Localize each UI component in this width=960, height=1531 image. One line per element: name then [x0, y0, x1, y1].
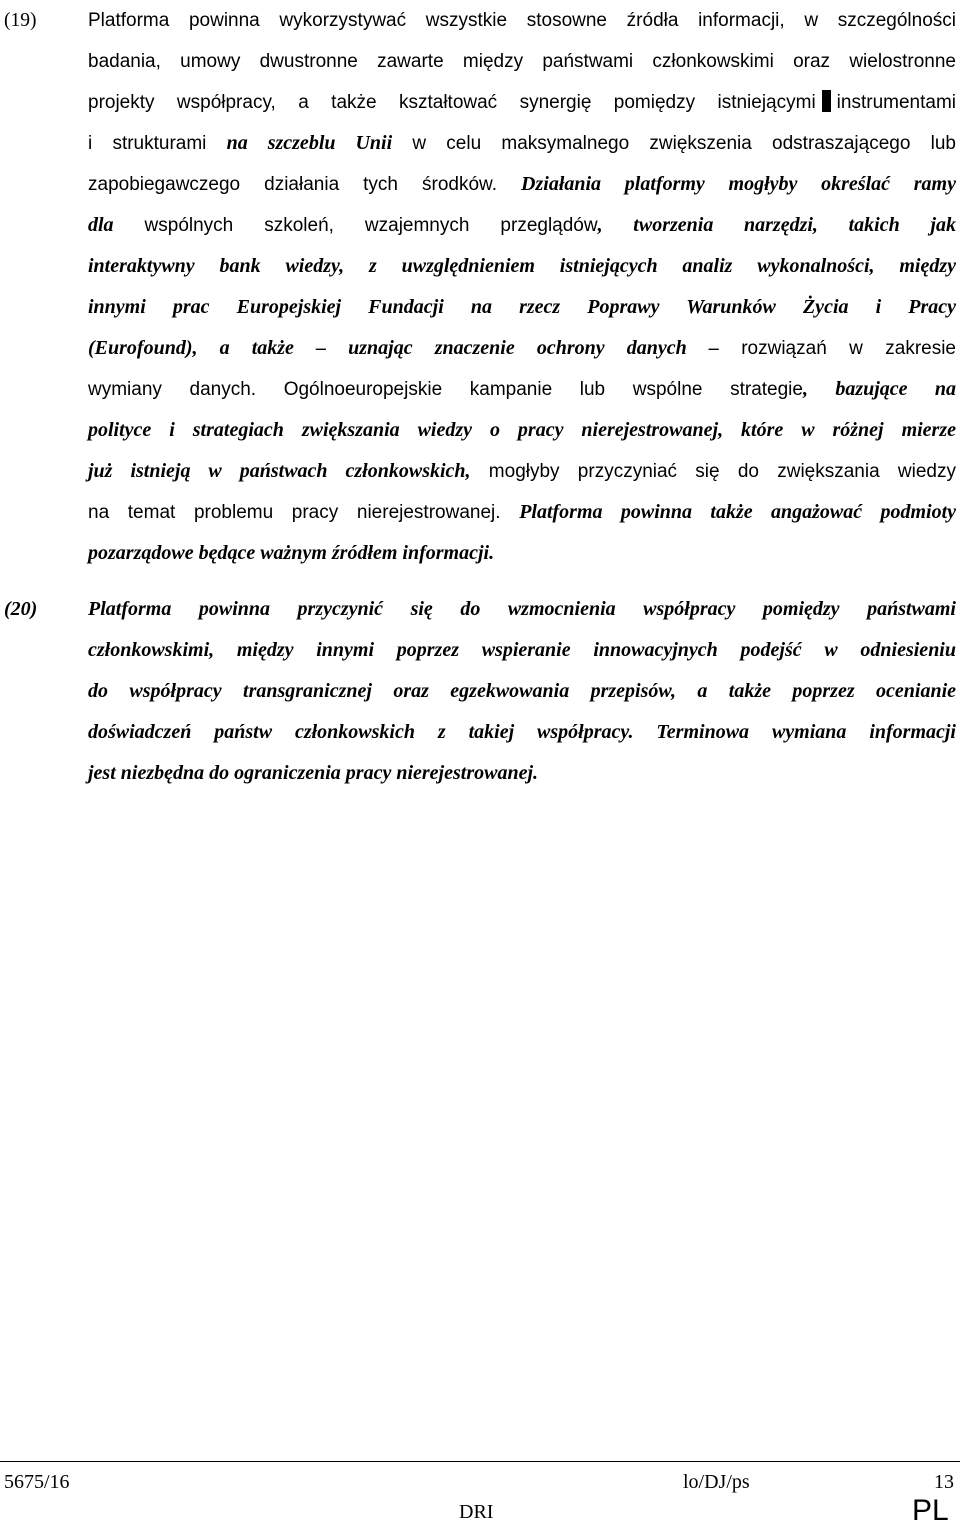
- text-segment: zapobiegawczego działania tych środków.: [88, 174, 522, 195]
- paragraph-number: (19): [4, 10, 37, 31]
- text-line: [88, 671, 956, 712]
- footer-author-code: lo/DJ/ps: [683, 1471, 750, 1493]
- footer-document-reference: 5675/16: [4, 1471, 70, 1493]
- emphasized-text: doświadczeń państw członkowskich z takiej współpracy. Terminowa wymiana informacji: [88, 721, 956, 743]
- paragraph-number: (20): [4, 598, 38, 620]
- text-segment: instrumentami: [836, 92, 956, 113]
- paragraph-19-text: [88, 0, 956, 574]
- text-line: [88, 287, 956, 328]
- text-segment: mogłyby przyczyniać się do zwiększania wiedzy: [470, 461, 956, 482]
- emphasized-text: Platforma powinna także angażować podmioty: [519, 501, 957, 523]
- text-line: [88, 369, 956, 410]
- text-segment: wymiany danych. Ogólnoeuropejskie kampanie lub wspólne strategie: [88, 379, 803, 400]
- text-line: [88, 164, 956, 205]
- text-line: [88, 82, 956, 123]
- text-line: [88, 712, 956, 753]
- emphasized-text: na szczeblu Unii: [226, 132, 393, 154]
- emphasized-text: do współpracy transgranicznej oraz egzekwowania przepisów, a także poprzez ocenianie: [88, 680, 956, 702]
- emphasized-text: , bazujące na: [802, 378, 956, 400]
- emphasized-text: Platforma powinna przyczynić się do wzmocnienia współpracy pomiędzy państwami: [88, 598, 956, 620]
- emphasized-text: polityce i strategiach zwiększania wiedzy o pracy nierejestrowanej, które w różnej mierze: [88, 419, 956, 441]
- text-line: [88, 246, 956, 287]
- text-line: [88, 0, 956, 41]
- text-line: [88, 589, 956, 630]
- text-line: [88, 410, 956, 451]
- emphasized-text: innymi prac Europejskiej Fundacji na rzecz Poprawy Warunków Życia i Pracy: [88, 296, 956, 318]
- text-line: [88, 123, 956, 164]
- text-line: [88, 753, 956, 794]
- text-line: [88, 533, 956, 574]
- emphasized-text: (Eurofound), a także – uznając znaczenie ochrony danych –: [88, 337, 719, 359]
- text-segment: badania, umowy dwustronne zawarte między państwami członkowskimi oraz wielostronne: [88, 51, 956, 72]
- footer-language-code: PL: [912, 1494, 949, 1527]
- emphasized-text: interaktywny bank wiedzy, z uwzględnieniem istniejących analiz wykonalności, między: [88, 255, 956, 277]
- emphasized-text: Działania platformy mogłyby określać ramy: [521, 173, 956, 195]
- text-segment: projekty współpracy, a także kształtować synergię pomiędzy istniejącymi: [88, 92, 816, 113]
- text-segment: i strukturami: [88, 133, 227, 154]
- footer-rule: [0, 1461, 960, 1462]
- text-segment: rozwiązań w zakresie: [718, 338, 957, 359]
- emphasized-text: pozarządowe będące ważnym źródłem informacji.: [88, 542, 495, 564]
- emphasized-text: dla: [88, 214, 114, 236]
- text-line: [88, 328, 956, 369]
- footer-directorate: DRI: [459, 1501, 494, 1523]
- footer-page-number: 13: [934, 1471, 954, 1493]
- paragraph-20-text: [88, 589, 956, 794]
- emphasized-text: już istnieją w państwach członkowskich,: [88, 460, 471, 482]
- emphasized-text: , tworzenia narzędzi, takich jak: [597, 214, 956, 236]
- text-segment: na temat problemu pracy nierejestrowanej.: [88, 502, 520, 523]
- text-segment: w celu maksymalnego zwiększenia odstraszającego lub: [392, 133, 956, 154]
- emphasized-text: członkowskimi, między innymi poprzez wspieranie innowacyjnych podejść w odniesieniu: [88, 639, 956, 661]
- text-line: [88, 451, 956, 492]
- text-line: [88, 630, 956, 671]
- text-line: [88, 41, 956, 82]
- change-marker: [822, 90, 831, 112]
- text-segment: Platforma powinna wykorzystywać wszystkie stosowne źródła informacji, w szczególności: [88, 10, 956, 31]
- text-line: [88, 492, 956, 533]
- text-line: [88, 205, 956, 246]
- text-segment: wspólnych szkoleń, wzajemnych przeglądów: [113, 215, 598, 236]
- emphasized-text: jest niezbędna do ograniczenia pracy nierejestrowanej.: [88, 762, 538, 784]
